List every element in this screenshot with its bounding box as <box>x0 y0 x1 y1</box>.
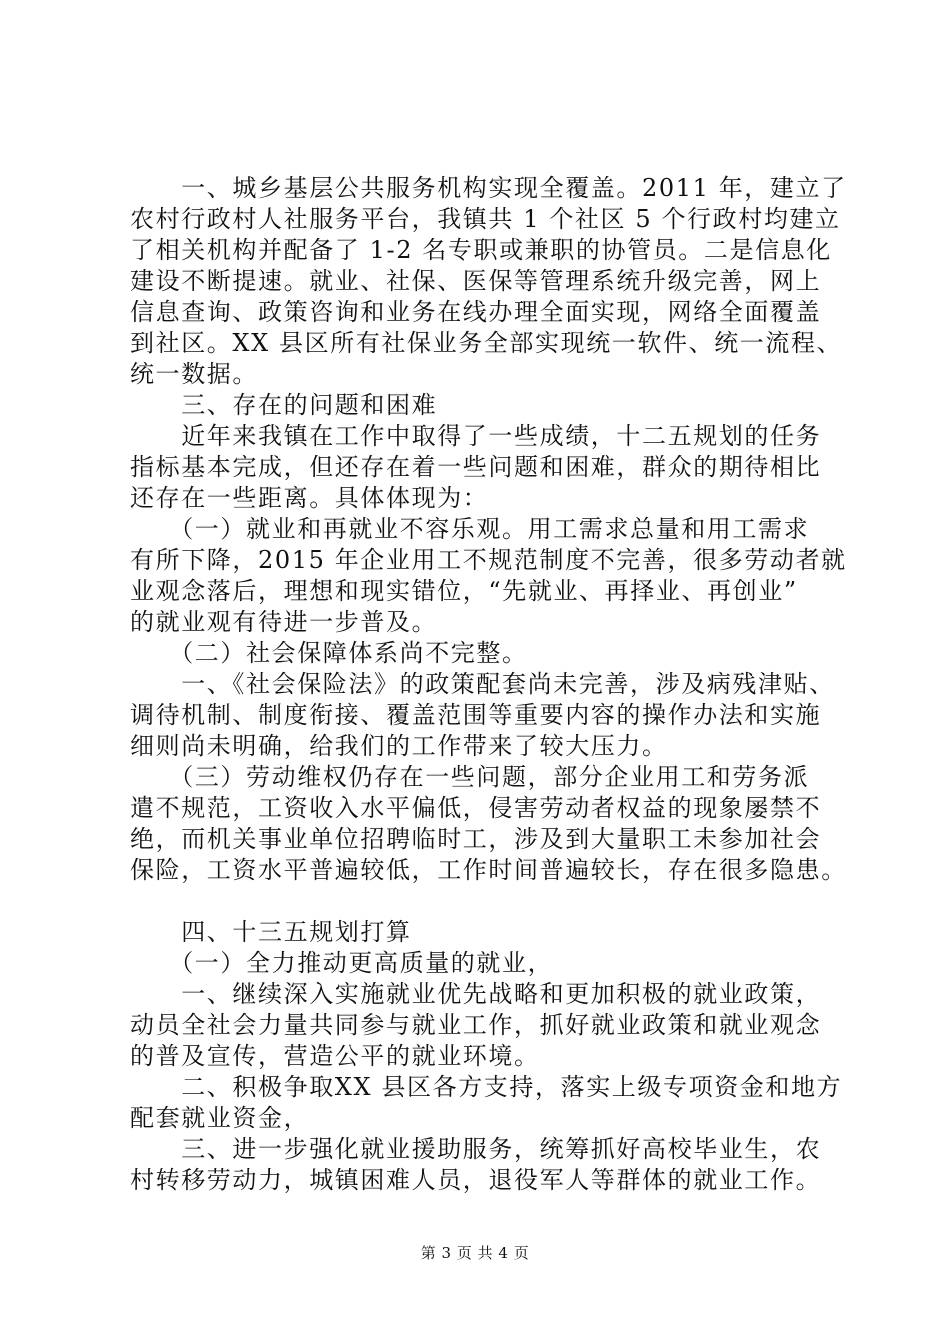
text-line: 细则尚未明确，给我们的工作带来了较大压力。 <box>130 732 668 760</box>
text-line: 二、积极争取XX 县区各方支持，落实上级专项资金和地方 <box>130 1073 843 1101</box>
text-line: 了相关机构并配备了 1-2 名专职或兼职的协管员。二是信息化 <box>130 236 832 264</box>
text-line: 的就业观有待进一步普及。 <box>130 608 438 636</box>
text-line: 配套就业资金， <box>130 1104 310 1132</box>
paragraph-gap <box>130 886 860 917</box>
document-body <box>130 173 860 1196</box>
text-line: 业观念落后，理想和现实错位，“先就业、再择业、再创业” <box>130 577 798 605</box>
text-line: 统一数据。 <box>130 360 258 388</box>
text-line: 动员全社会力量共同参与就业工作，抓好就业政策和就业观念 <box>130 1011 822 1039</box>
text-line: 的普及宣传，营造公平的就业环境。 <box>130 1042 540 1070</box>
page-footer: 第 3 页 共 4 页 <box>420 1244 530 1262</box>
text-line: （一）就业和再就业不容乐观。用工需求总量和用工需求 <box>130 515 810 543</box>
text-line: 一、继续深入实施就业优先战略和更加积极的就业政策， <box>130 980 822 1008</box>
text-line: 保险，工资水平普遍较低，工作时间普遍较长，存在很多隐患。 <box>130 856 847 884</box>
text-line: 四、十三五规划打算 <box>130 918 412 946</box>
text-line: （二）社会保障体系尚不完整。 <box>130 639 528 667</box>
text-line: 三、进一步强化就业援助服务，统筹抓好高校毕业生，农 <box>130 1135 822 1163</box>
text-line: 到社区。XX 县区所有社保业务全部实现统一软件、统一流程、 <box>130 329 843 357</box>
text-line: （三）劳动维权仍存在一些问题，部分企业用工和劳务派 <box>130 763 810 791</box>
text-line: 农村行政村人社服务平台，我镇共 1 个社区 5 个行政村均建立 <box>130 205 841 233</box>
text-line: 调待机制、制度衔接、覆盖范围等重要内容的操作办法和实施 <box>130 701 822 729</box>
text-line: 建设不断提速。就业、社保、医保等管理系统升级完善，网上 <box>130 267 822 295</box>
text-line: 村转移劳动力，城镇困难人员，退役军人等群体的就业工作。 <box>130 1166 822 1194</box>
text-line: 有所下降，2015 年企业用工不规范制度不完善，很多劳动者就 <box>130 546 847 574</box>
text-line: 近年来我镇在工作中取得了一些成绩，十二五规划的任务 <box>130 422 822 450</box>
text-line: 三、存在的问题和困难 <box>130 391 438 419</box>
text-line: （一）全力推动更高质量的就业， <box>130 949 554 977</box>
text-line: 绝，而机关事业单位招聘临时工，涉及到大量职工未参加社会 <box>130 825 822 853</box>
text-line: 还存在一些距离。具体体现为： <box>130 484 489 512</box>
text-line: 指标基本完成，但还存在着一些问题和困难，群众的期待相比 <box>130 453 822 481</box>
text-line: 一、城乡基层公共服务机构实现全覆盖。2011 年，建立了 <box>130 174 847 202</box>
text-line: 信息查询、政策咨询和业务在线办理全面实现，网络全面覆盖 <box>130 298 822 326</box>
text-line: 遣不规范，工资收入水平偏低，侵害劳动者权益的现象屡禁不 <box>130 794 822 822</box>
text-line: 一、《社会保险法》的政策配套尚未完善，涉及病残津贴、 <box>130 670 835 698</box>
